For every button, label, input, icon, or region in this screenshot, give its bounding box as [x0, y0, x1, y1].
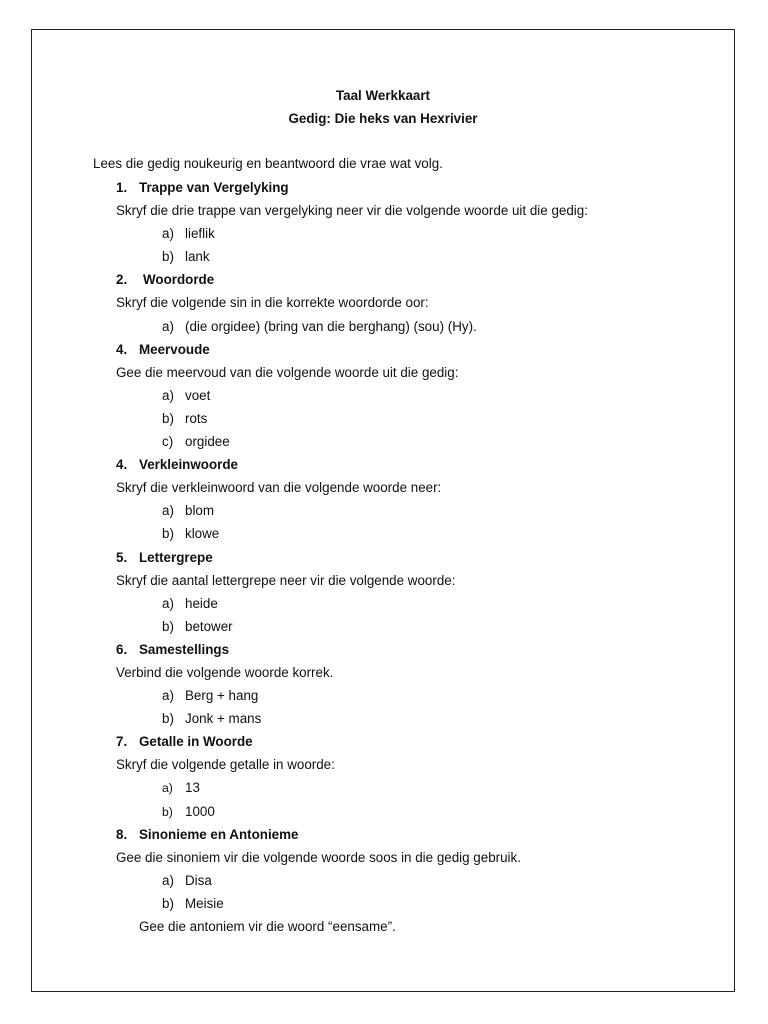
- list-item: [116, 388, 716, 411]
- section-number: 7.: [116, 734, 128, 750]
- section-instruction: Skryf die verkleinwoord van die volgende woorde neer:: [116, 480, 442, 496]
- section-heading: [116, 342, 716, 365]
- item-letter: b): [162, 804, 173, 819]
- item-text: lieflik: [185, 226, 215, 242]
- question-list: [116, 180, 716, 942]
- item-text: heide: [185, 595, 218, 611]
- section-number: 8.: [116, 826, 128, 842]
- item-letter: b): [162, 249, 174, 265]
- section-number: 6.: [116, 641, 128, 657]
- item-letter: a): [162, 318, 174, 334]
- section-number: 5.: [116, 549, 128, 565]
- item-letter: b): [162, 526, 174, 542]
- list-item: [116, 873, 716, 896]
- item-text: Berg + hang: [185, 688, 259, 704]
- list-item: [116, 226, 716, 249]
- item-text: blom: [185, 503, 215, 519]
- section-heading: [116, 180, 716, 203]
- list-item: [116, 896, 716, 919]
- list-item: [116, 780, 716, 803]
- question-section: [116, 180, 716, 272]
- list-item: [116, 526, 716, 549]
- list-item: [116, 596, 716, 619]
- item-text: lank: [185, 249, 210, 265]
- section-number: 2.: [116, 272, 128, 288]
- section-instruction: Skryf die drie trappe van vergelyking neer vir die volgende woorde uit die gedig:: [116, 203, 588, 219]
- section-instruction: Skryf die volgende sin in die korrekte woordorde oor:: [116, 295, 429, 311]
- section-heading-text: Samestellings: [139, 641, 230, 657]
- section-heading-text: Getalle in Woorde: [139, 734, 253, 750]
- section-heading-text: Woordorde: [143, 272, 215, 288]
- poem-title: Gedig: Die heks van Hexrivier: [288, 111, 478, 126]
- list-item: [116, 688, 716, 711]
- item-letter: b): [162, 895, 174, 911]
- item-letter: b): [162, 618, 174, 634]
- list-item: [116, 411, 716, 434]
- item-text: betower: [185, 618, 233, 634]
- section-heading-text: Sinonieme en Antonieme: [139, 826, 299, 842]
- list-item: [116, 434, 716, 457]
- section-instruction: Skryf die volgende getalle in woorde:: [116, 757, 335, 773]
- item-letter: c): [162, 434, 174, 450]
- item-letter: a): [162, 226, 174, 242]
- item-text: 13: [185, 780, 200, 796]
- question-section: [116, 457, 716, 549]
- section-instruction: Verbind die volgende woorde korrek.: [116, 664, 334, 680]
- section-heading-text: Meervoude: [139, 341, 210, 357]
- item-letter: a): [162, 595, 174, 611]
- item-text: rots: [185, 410, 208, 426]
- section-heading-text: Lettergrepe: [139, 549, 213, 565]
- section-instruction: Gee die meervoud van die volgende woorde uit die gedig:: [116, 364, 459, 380]
- intro-text: Lees die gedig noukeurig en beantwoord die vrae wat volg.: [93, 156, 443, 171]
- section-instruction: Gee die sinoniem vir die volgende woorde soos in die gedig gebruik.: [116, 849, 521, 865]
- section-heading: [116, 827, 716, 850]
- item-text: Meisie: [185, 895, 224, 911]
- question-section: [116, 734, 716, 826]
- section-number: 4.: [116, 457, 128, 473]
- section-number: 1.: [116, 180, 128, 195]
- section-heading: [116, 272, 716, 295]
- item-text: Disa: [185, 872, 212, 888]
- item-text: (die orgidee) (bring van die berghang) (sou) (Hy).: [185, 318, 477, 334]
- question-section: [116, 550, 716, 642]
- item-letter: a): [162, 781, 173, 796]
- list-item: [116, 711, 716, 734]
- section-heading: [116, 550, 716, 573]
- question-section: [116, 642, 716, 734]
- item-letter: b): [162, 410, 174, 426]
- question-section: [116, 342, 716, 457]
- section-instruction: Skryf die aantal lettergrepe neer vir die volgende woorde:: [116, 572, 456, 588]
- section-extra-question: Gee die antoniem vir die woord “eensame”.: [139, 919, 396, 934]
- section-heading: [116, 642, 716, 665]
- section-heading: [116, 734, 716, 757]
- section-heading-text: Verkleinwoorde: [139, 457, 238, 473]
- worksheet-title: Taal Werkkaart: [335, 88, 431, 103]
- question-section: [116, 827, 716, 942]
- item-letter: a): [162, 872, 174, 888]
- list-item: [116, 503, 716, 526]
- section-heading: [116, 457, 716, 480]
- item-letter: a): [162, 688, 174, 704]
- question-section: [116, 272, 716, 341]
- item-text: orgidee: [185, 434, 230, 450]
- item-letter: a): [162, 387, 174, 403]
- item-text: voet: [185, 387, 211, 403]
- item-text: 1000: [185, 803, 215, 819]
- item-text: klowe: [185, 526, 220, 542]
- list-item: [116, 619, 716, 642]
- worksheet-page: [31, 29, 735, 992]
- list-item: [116, 804, 716, 827]
- item-letter: b): [162, 711, 174, 727]
- section-number: 4.: [116, 341, 128, 357]
- section-heading-text: Trappe van Vergelyking: [139, 180, 289, 195]
- item-letter: a): [162, 503, 174, 519]
- item-text: Jonk + mans: [185, 711, 262, 727]
- list-item: [116, 249, 716, 272]
- list-item: [116, 319, 716, 342]
